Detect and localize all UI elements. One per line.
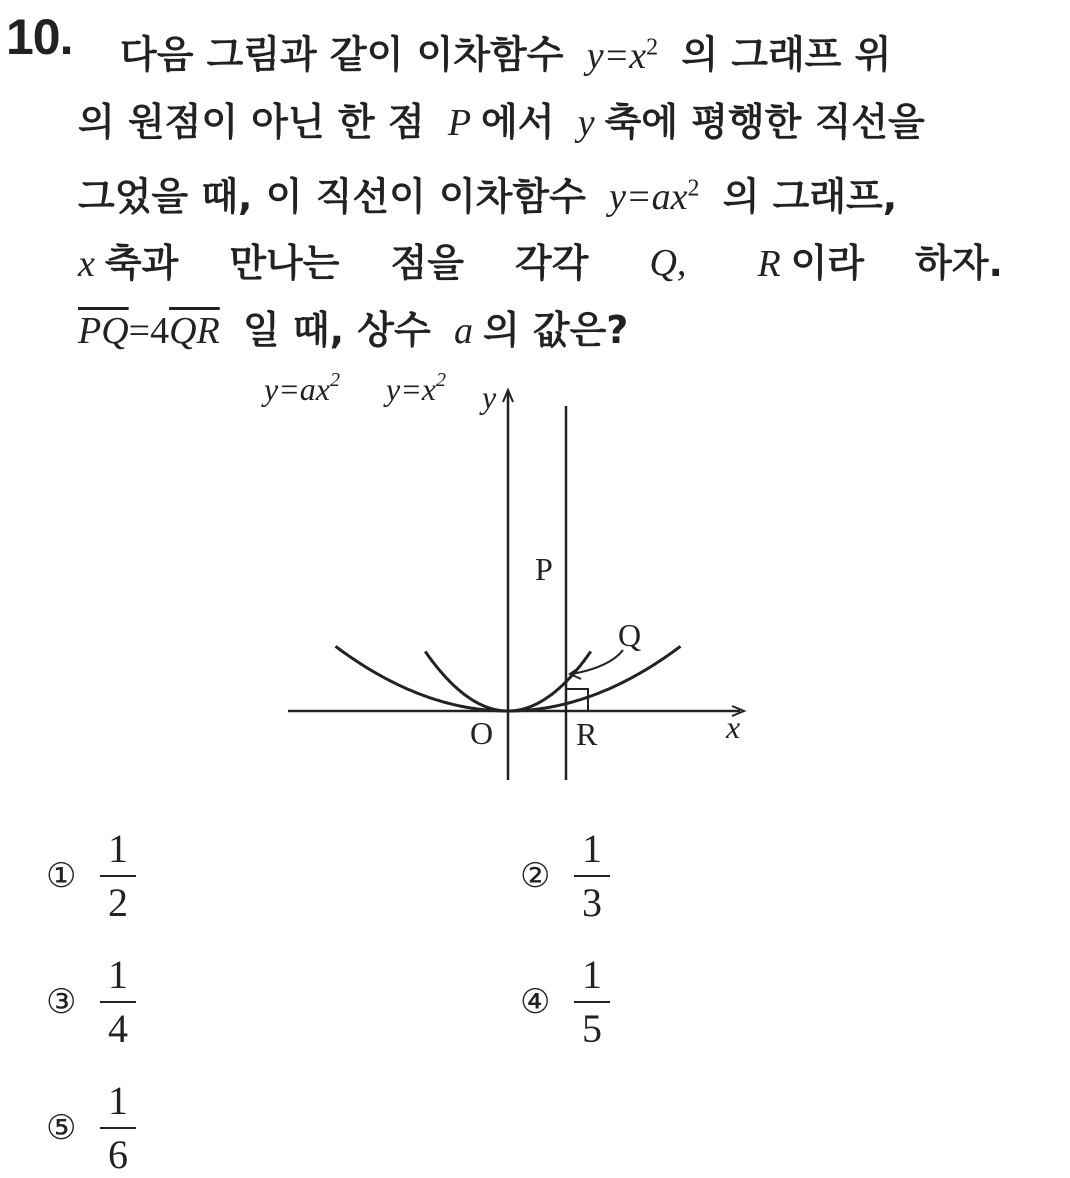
point-Q-label: Q — [618, 617, 642, 653]
question-line-1 — [120, 14, 1050, 89]
text-segment: 에서 — [481, 99, 555, 144]
origin-label: O — [470, 715, 494, 751]
text-segment: 그었을 때, 이 직선이 이차함수 — [78, 174, 586, 219]
math-P: P — [447, 101, 472, 144]
math-y-eq-x2: $y=x^2$ — [586, 34, 659, 77]
text-segment: 의 그래프, — [722, 174, 898, 219]
choice-marker: ④ — [520, 982, 551, 1022]
fraction: $\frac{1}{5}$ — [574, 952, 610, 1052]
math-y: y — [577, 101, 595, 144]
text-segment: 의 원점이 아닌 한 점 — [78, 99, 425, 144]
math-y-eq-ax2: $y=ax^2$ — [609, 175, 700, 219]
question-text — [78, 14, 1008, 364]
choice-marker: ② — [520, 856, 551, 896]
choice-marker: ③ — [46, 982, 77, 1022]
q-pointer-arrow — [572, 650, 623, 674]
choice-marker: ⑤ — [46, 1108, 77, 1148]
question-line-3 — [78, 156, 1008, 231]
text-segment: 일 때, 상수 — [242, 308, 431, 353]
choice-5[interactable] — [46, 1078, 136, 1178]
choice-2[interactable] — [520, 826, 610, 926]
text-segment: 하자. — [915, 241, 1003, 286]
label-y-x2: $y=x^2$ — [386, 369, 446, 407]
choice-1[interactable] — [46, 826, 136, 926]
text-segment: 다음 그림과 같이 이차함수 — [120, 32, 564, 77]
fraction: $\frac{1}{4}$ — [100, 952, 136, 1052]
y-axis-label: y — [482, 379, 497, 415]
text-segment: 축에 평행한 직선을 — [604, 99, 925, 144]
math-Q: Q, — [649, 242, 687, 285]
figure-svg — [264, 362, 760, 792]
text-segment: 각각 — [514, 241, 589, 286]
text-segment: x 축과 — [78, 241, 179, 286]
question-line-4 — [78, 230, 1003, 297]
question-line-2 — [78, 89, 1008, 156]
text-segment: 만나는 — [229, 241, 340, 286]
question-line-5 — [78, 297, 1008, 364]
parabola-figure — [264, 362, 760, 792]
math-PQ-eq-4QR: $\overline{PQ}=4\overline{QR}$ — [78, 310, 220, 353]
point-P-label: P — [535, 551, 553, 587]
choice-4[interactable] — [520, 952, 610, 1052]
text-segment: 점을 — [390, 241, 464, 286]
math-a: a — [453, 310, 473, 353]
fraction: $\frac{1}{3}$ — [574, 826, 610, 926]
text-segment: 의 그래프 위 — [681, 32, 892, 77]
point-R-label: R — [576, 716, 598, 752]
label-y-ax2: $y=ax^2$ — [264, 369, 340, 407]
choice-marker: ① — [46, 856, 77, 896]
fraction: $\frac{1}{2}$ — [100, 826, 136, 926]
question-number: 10. — [6, 9, 73, 65]
fraction: $\frac{1}{6}$ — [100, 1078, 136, 1178]
choice-3[interactable] — [46, 952, 136, 1052]
x-axis-label: x — [726, 709, 741, 745]
text-segment: 의 값은? — [482, 308, 629, 353]
text-segment: R 이라 — [757, 241, 865, 286]
